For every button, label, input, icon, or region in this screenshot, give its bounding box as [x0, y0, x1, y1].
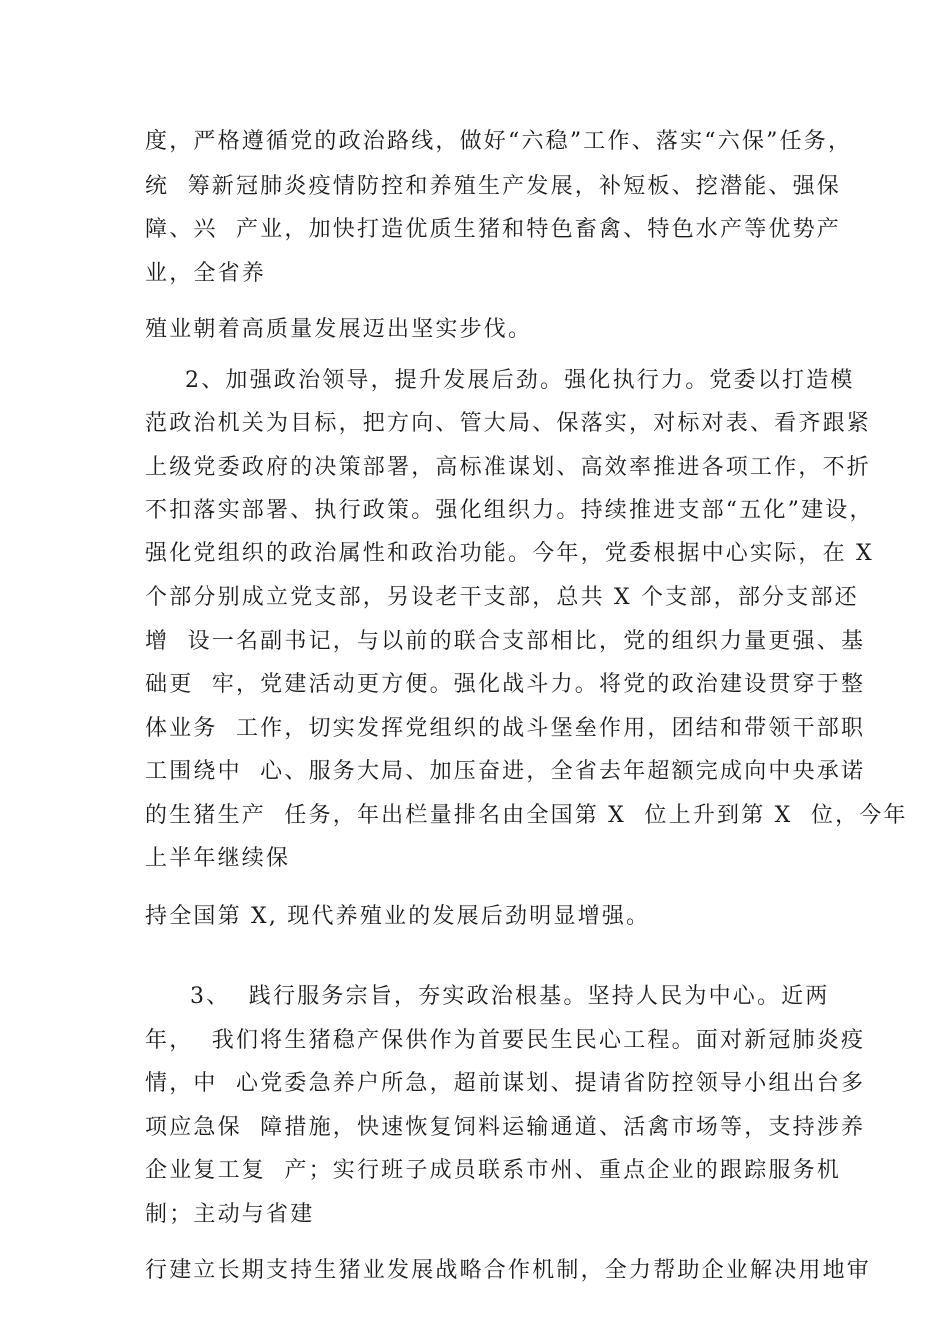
text-line: 强化党组织的政治属性和政治功能。今年，党委根据中心实际，在 X	[145, 541, 874, 566]
text-line: 业，全省养	[145, 261, 267, 286]
paragraph-2-start: 2、加强政治领导，提升发展后劲。强化执行力。党委以打造模	[185, 368, 855, 393]
text-line: 不扣落实部署、执行政策。强化组织力。持续推进支部“五化”建设，	[145, 498, 874, 523]
text-line: 制；主动与省建	[145, 1202, 315, 1227]
text-line: 上半年继续保	[145, 846, 291, 871]
text-line: 的生猪生产 任务，年出栏量排名由全国第 X 位上升到第 X 位，今年	[145, 803, 908, 828]
text-line: 企业复工复 产；实行班子成员联系市州、重点企业的跟踪服务机	[145, 1158, 841, 1183]
text-line: 障、兴 产业，加快打造优质生猪和特色畜禽、特色水产等优势产	[145, 217, 841, 242]
text-line: 殖业朝着高质量发展迈出坚实步伐。	[145, 317, 533, 342]
text-line: 年， 我们将生猪稳产保供作为首要民生民心工程。面对新冠肺炎疫	[145, 1028, 866, 1053]
paragraph-3-start: 3、 践行服务宗旨，夯实政治根基。坚持人民为中心。近两	[190, 984, 830, 1009]
text-line: 增 设一名副书记，与以前的联合支部相比，党的组织力量更强、基	[145, 629, 866, 654]
text-line: 工围绕中 心、服务大局、加压奋进，全省去年超额完成向中央承诺	[145, 759, 866, 784]
text-line: 础更 牢，党建活动更方便。强化战斗力。将党的政治建设贯穿于整	[145, 672, 866, 697]
text-line: 情，中 心党委急养户所急，超前谋划、提请省防控领导小组出台多	[145, 1071, 866, 1096]
text-line: 项应急保 障措施，快速恢复饲料运输通道、活禽市场等，支持涉养	[145, 1115, 866, 1140]
text-line: 持全国第 X, 现代养殖业的发展后劲明显增强。	[145, 904, 651, 929]
text-line: 体业务 工作，切实发挥党组织的战斗堡垒作用，团结和带领干部职	[145, 716, 866, 741]
text-line: 行建立长期支持生猪业发展战略合作机制，全力帮助企业解决用地审	[145, 1258, 872, 1283]
text-line: 个部分别成立党支部，另设老干支部，总共 X 个支部，部分支部还	[145, 585, 859, 610]
text-line: 上级党委政府的决策部署，高标准谋划、高效率推进各项工作，不折	[145, 455, 872, 480]
text-line: 统 筹新冠肺炎疫情防控和养殖生产发展，补短板、挖潜能、强保	[145, 174, 841, 199]
text-line: 范政治机关为目标，把方向、管大局、保落实，对标对表、看齐跟紧	[145, 411, 872, 436]
text-line: 度，严格遵循党的政治路线，做好“六稳”工作、落实“六保”任务，	[145, 129, 853, 154]
